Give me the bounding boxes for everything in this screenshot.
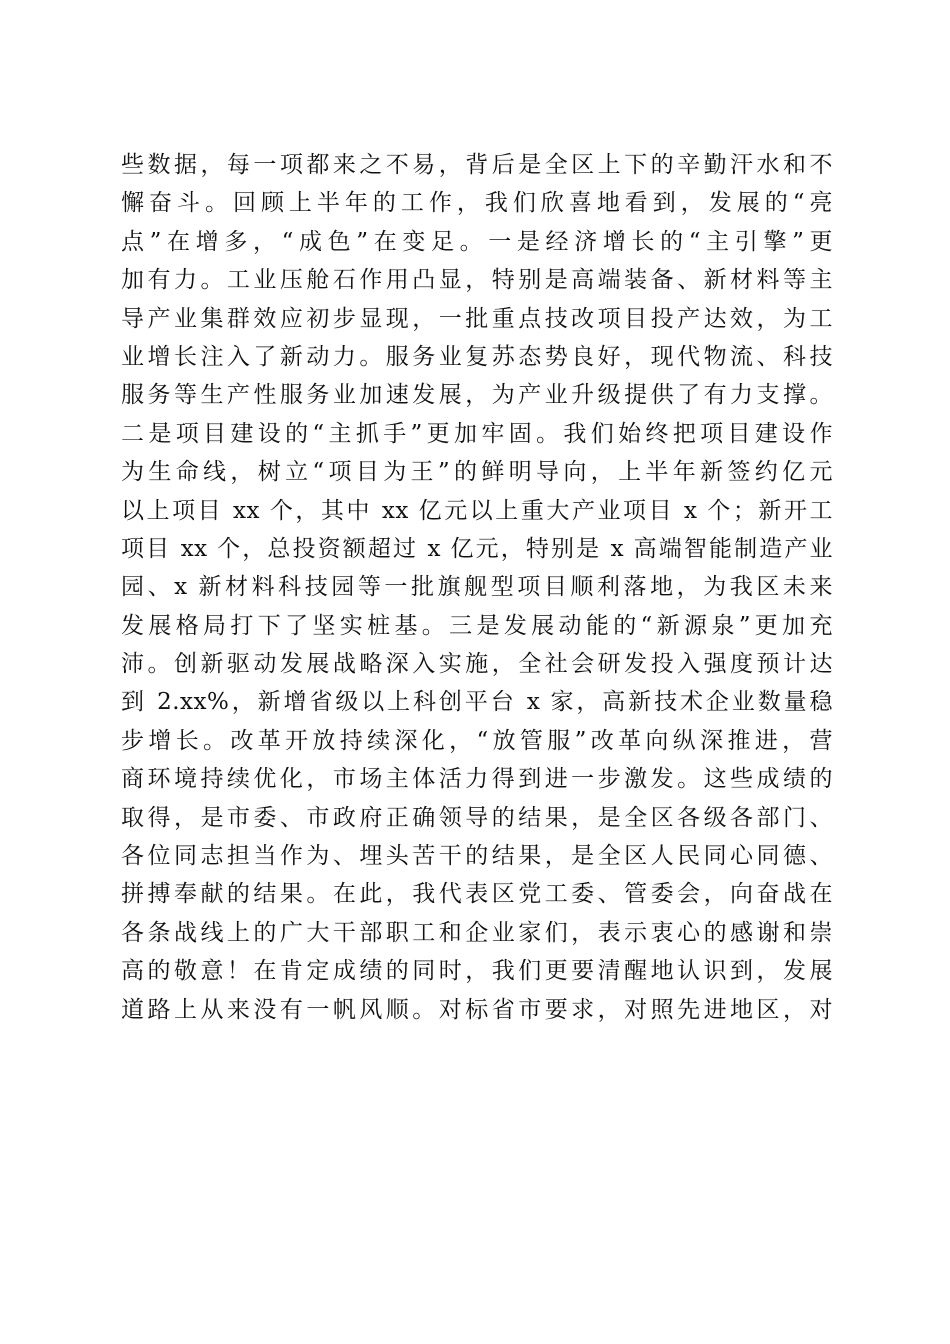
text-line: 些数据，每一项都来之不易，背后是全区上下的辛勤汗水和不 — [121, 152, 833, 178]
text-line: 步增长。改革开放持续深化，“放管服”改革向纵深推进，营 — [121, 727, 833, 754]
text-line: 发展格局打下了坚实桩基。三是发展动能的“新源泉”更加充 — [121, 612, 833, 639]
text-line: 拼搏奉献的结果。在此，我代表区党工委、管委会，向奋战在 — [121, 881, 833, 908]
text-line: 加有力。工业压舱石作用凸显，特别是高端装备、新材料等主 — [121, 267, 833, 294]
text-line: 导产业集群效应初步显现，一批重点技改项目投产达效，为工 — [121, 305, 833, 332]
text-line: 项目 xx 个，总投资额超过 x 亿元，特别是 x 高端智能制造产业 — [121, 535, 833, 562]
text-line: 到 2.xx%，新增省级以上科创平台 x 家，高新技术企业数量稳 — [121, 689, 833, 716]
text-line: 各条战线上的广大干部职工和企业家们，表示衷心的感谢和崇 — [121, 919, 833, 946]
text-line: 点”在增多，“成色”在变足。一是经济增长的“主引擎”更 — [121, 228, 833, 255]
body-text — [121, 146, 833, 1029]
text-line: 园、x 新材料科技园等一批旗舰型项目顺利落地，为我区未来 — [121, 574, 833, 601]
text-line: 二是项目建设的“主抓手”更加牢固。我们始终把项目建设作 — [121, 420, 833, 447]
text-line: 各位同志担当作为、埋头苦干的结果，是全区人民同心同德、 — [121, 843, 833, 870]
text-line: 取得，是市委、市政府正确领导的结果，是全区各级各部门、 — [121, 804, 833, 831]
text-line: 高的敬意！在肯定成绩的同时，我们更要清醒地认识到，发展 — [121, 958, 833, 985]
text-line: 道路上从来没有一帆风顺。对标省市要求，对照先进地区，对 — [121, 996, 833, 1023]
text-line: 沛。创新驱动发展战略深入实施，全社会研发投入强度预计达 — [121, 651, 833, 678]
text-line: 业增长注入了新动力。服务业复苏态势良好，现代物流、科技 — [121, 343, 833, 370]
text-line: 以上项目 xx 个，其中 xx 亿元以上重大产业项目 x 个；新开工 — [121, 497, 833, 524]
text-line: 服务等生产性服务业加速发展，为产业升级提供了有力支撑。 — [121, 382, 833, 409]
text-line: 商环境持续优化，市场主体活力得到进一步激发。这些成绩的 — [121, 766, 833, 793]
text-line: 懈奋斗。回顾上半年的工作，我们欣喜地看到，发展的“亮 — [121, 190, 833, 217]
text-line: 为生命线，树立“项目为王”的鲜明导向，上半年新签约亿元 — [121, 459, 833, 486]
